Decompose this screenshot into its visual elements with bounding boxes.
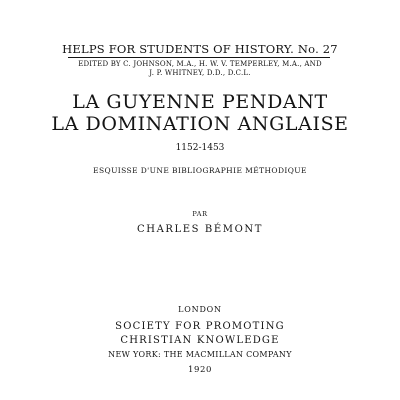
book-dates: 1152-1453 — [175, 143, 225, 153]
publisher-line-2: CHRISTIAN KNOWLEDGE — [120, 335, 280, 346]
book-title-line-2: LA DOMINATION ANGLAISE — [51, 113, 349, 135]
author-name: CHARLES BÉMONT — [137, 224, 263, 235]
imprint-city: LONDON — [178, 305, 222, 314]
imprint-year: 1920 — [187, 365, 213, 375]
series-heading: HELPS FOR STUDENTS OF HISTORY. No. 27 — [62, 42, 338, 56]
author-by-label: PAR — [192, 210, 208, 218]
series-rule — [68, 57, 330, 58]
editors-line-1: EDITED BY C. JOHNSON, M.A., H. W. V. TEMPERLEY, M.A., AND — [78, 60, 322, 68]
editors-line-2: J. P. WHITNEY, D.D., D.C.L. — [149, 69, 251, 77]
publisher-line-1: SOCIETY FOR PROMOTING — [115, 321, 285, 332]
book-subtitle: ESQUISSE D'UNE BIBLIOGRAPHIE MÉTHODIQUE — [93, 166, 307, 175]
book-title-line-1: LA GUYENNE PENDANT — [72, 91, 328, 113]
imprint-new-york: NEW YORK: THE MACMILLAN COMPANY — [108, 350, 292, 359]
